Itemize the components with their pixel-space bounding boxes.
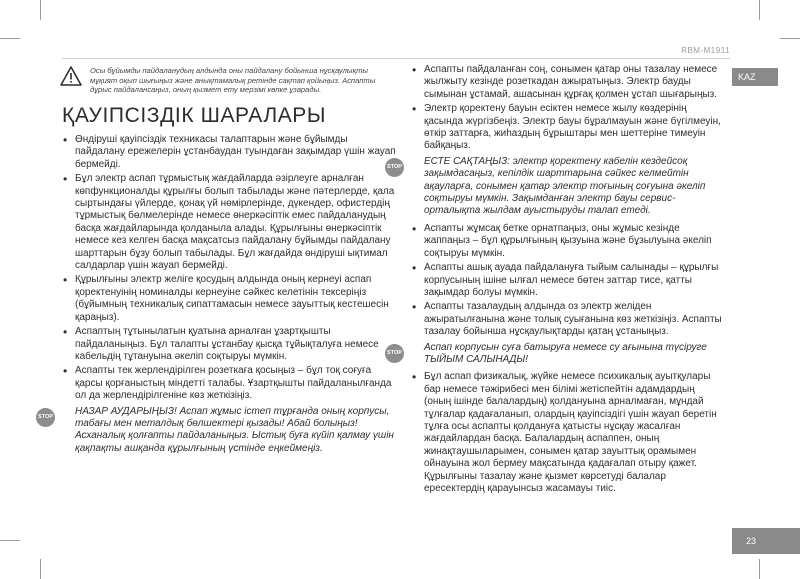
safety-list-right-c — [411, 371, 724, 495]
model-number: RBM-M1911 — [681, 46, 730, 55]
header-divider — [62, 58, 730, 59]
stop-note-text: НАЗАР АУДАРЫҢЫЗ! Аспап жұмыс істеп тұрғанда оның корпусы, табағы мен металдық бөлшектері қызады! Абай болыңыз! Асханалық қолғапты пайдаланыңыз. Ыстық буға күйіп қалмау үшін қақпақты ашқанда құрылғының үстінде еңкеймеңіз. — [75, 405, 394, 454]
crop-mark — [759, 559, 760, 579]
crop-mark — [759, 0, 760, 20]
list-item: • Бұл аспап физикалық, жүйке немесе психикалық ауытқулары бар немесе тәжірибесі мен білімі жетіспейтін адамдардың (оның ішінде балалардың) қолдануына арналмаған, мұндай тұлғалар қадағаланып, олардың қауіпсіздігі үшін жауап беретін тұлға осы аспапты қолдануға қатысты нұсқау жасалған жағдайлардан басқа. Балалардың аспаппен, оның жинақтаушыларымен, сонымен қатар зауыттық орамымен ойнауына жол бермеу мақсатында қадағалап отыру қажет. Құрылғыны тазалау және қызмет көрсетуді балалар ересектердің қарауынсыз жасамауы тиіс. — [411, 371, 724, 495]
list-item: • Құрылғыны электр желіге қосудың алдында оның кернеуі аспап қоректенуінің номиналды кернеуіне сәйкес келетінін тексеріңіз (бұйымның техникалық сипаттамасын немесе зауыттық кестешесін қараңыз). — [62, 274, 396, 324]
warning-notice — [60, 66, 395, 96]
crop-mark — [40, 0, 41, 20]
list-item: • Электр қоректену бауын есіктен немесе жылу көздерінің қасында жүргізбеңіз. Электр бауы бұралмауын және бүгілмеуін, өткір заттарға, жиһаздың бұрыштары мен шеттеріне тимеуін байқаңыз. — [411, 103, 724, 153]
crop-mark — [0, 540, 20, 541]
stop-note-text: Аспап корпусын суға батыруға немесе су ағынына түсіруге ТЫЙЫМ САЛЫНАДЫ! — [424, 341, 707, 365]
list-item: • Аспаптың тұтынылатын қуатына арналған ұзартқышты пайдаланыңыз. Бұл талапты ұстанбау қысқа тұйықталуға немесе кабельдің тұтануына әкеліп соқтыруы мүмкін. — [62, 326, 396, 363]
stop-note — [38, 405, 396, 456]
safety-list-right-a — [411, 64, 724, 153]
safety-list-left — [62, 134, 396, 403]
left-column — [38, 104, 396, 460]
safety-list-right-b — [411, 223, 724, 339]
list-item: • Өндіруші қауіпсіздік техникасы талаптарын және бұйымды пайдалану ережелерін ұстанбаудан туындаған зақымдар үшін жауап бермейді. — [62, 134, 396, 171]
crop-mark — [0, 38, 20, 39]
stop-note — [387, 155, 724, 218]
language-tab: KAZ — [732, 68, 778, 86]
warning-triangle-icon — [60, 66, 82, 86]
page-title: ҚАУІПСІЗДІК ШАРАЛАРЫ — [62, 104, 327, 127]
list-item: • Аспапты тазалаудың алдында оз электр желіден ажыратылғанына және толық суығанына көз жеткізіңіз. Аспапты тазалау бойынша нұсқаулықтарды қатаң ұстаныңыз. — [411, 301, 724, 338]
page-number: 23 — [732, 528, 800, 554]
stop-note — [387, 341, 724, 367]
stop-icon: STOP — [385, 158, 404, 177]
list-item: • Аспапты пайдаланған соң, сонымен қатар оны тазалау немесе жылжыту кезінде розеткадан ажыратыңыз. Электр бауды сымынан ұстамай, ашасынан құрғақ қолмен ұстап шығарыңыз. — [411, 64, 724, 101]
crop-mark — [780, 38, 800, 39]
right-column — [387, 64, 724, 497]
stop-icon: STOP — [36, 408, 55, 427]
stop-note-text: ЕСТЕ САҚТАҢЫЗ: электр қоректену кабелін кездейсоқ зақымдасаңыз, кепілдік шарттарына сәйкес келмейтін ақауларға, сонымен қатар электр тоғының соғуына әкеліп соқтыруы мүмкін. Зақымданған электр бауы сервис-орталықта жылдам ауыстыруды талап етеді. — [424, 155, 706, 217]
warning-text: Осы бұйымды пайдаланудың алдында оны пайдалану бойынша нұсқаулықты мұқият оқып шығыңыз және анықтамалық ретінде сақтап қойыңыз. Аспапты дұрыс пайдалансаңыз, оның қызмет ету мерзімі көпке ұзарады. — [90, 66, 376, 94]
stop-icon: STOP — [385, 344, 404, 363]
list-item: • Аспапты жұмсақ бетке орнатпаңыз, оны жұмыс кезінде жаппаңыз – бұл құрылғының қызуына және бұзылуына әкеліп соқтыруы мүмкін. — [411, 223, 724, 260]
list-item: • Аспапты тек жерлендірілген розеткаға қосыңыз – бұл тоқ соғуға қарсы қорғаныстың міндетті талабы. Ұзартқышты пайдаланылғанда ол да жерлендірілгеніне көз жеткізіңіз. — [62, 365, 396, 402]
list-item: • Аспапты ашық ауада пайдалануға тыйым салынады – құрылғы корпусының ішіне ылғал немесе бөтен заттар тисе, қатты зақымдар болуы мүмкін. — [411, 262, 724, 299]
list-item: • Бұл электр аспап тұрмыстық жағдайларда әзірлеуге арналған көпфункционалды құрылғы болып табылады және пәтерлерде, қала сыртындағы үйлерде, қонақ үй нөмірлерінде, дүкендер, офистердің тұрмыстық бөлмелерінде немесе өнеркәсіптік емес пайдаланудың басқа жағдайларында қолданыла алады. Құрылғыны өнеркәсіптік немесе кез келген басқа мақсатсыз пайдалану бұйымды пайдалану шарттарын бұзу болып табылады. Бұл жағдайда өндіруші ықтимал салдарлар үшін жауап бермейді. — [62, 173, 396, 272]
crop-mark — [40, 559, 41, 579]
